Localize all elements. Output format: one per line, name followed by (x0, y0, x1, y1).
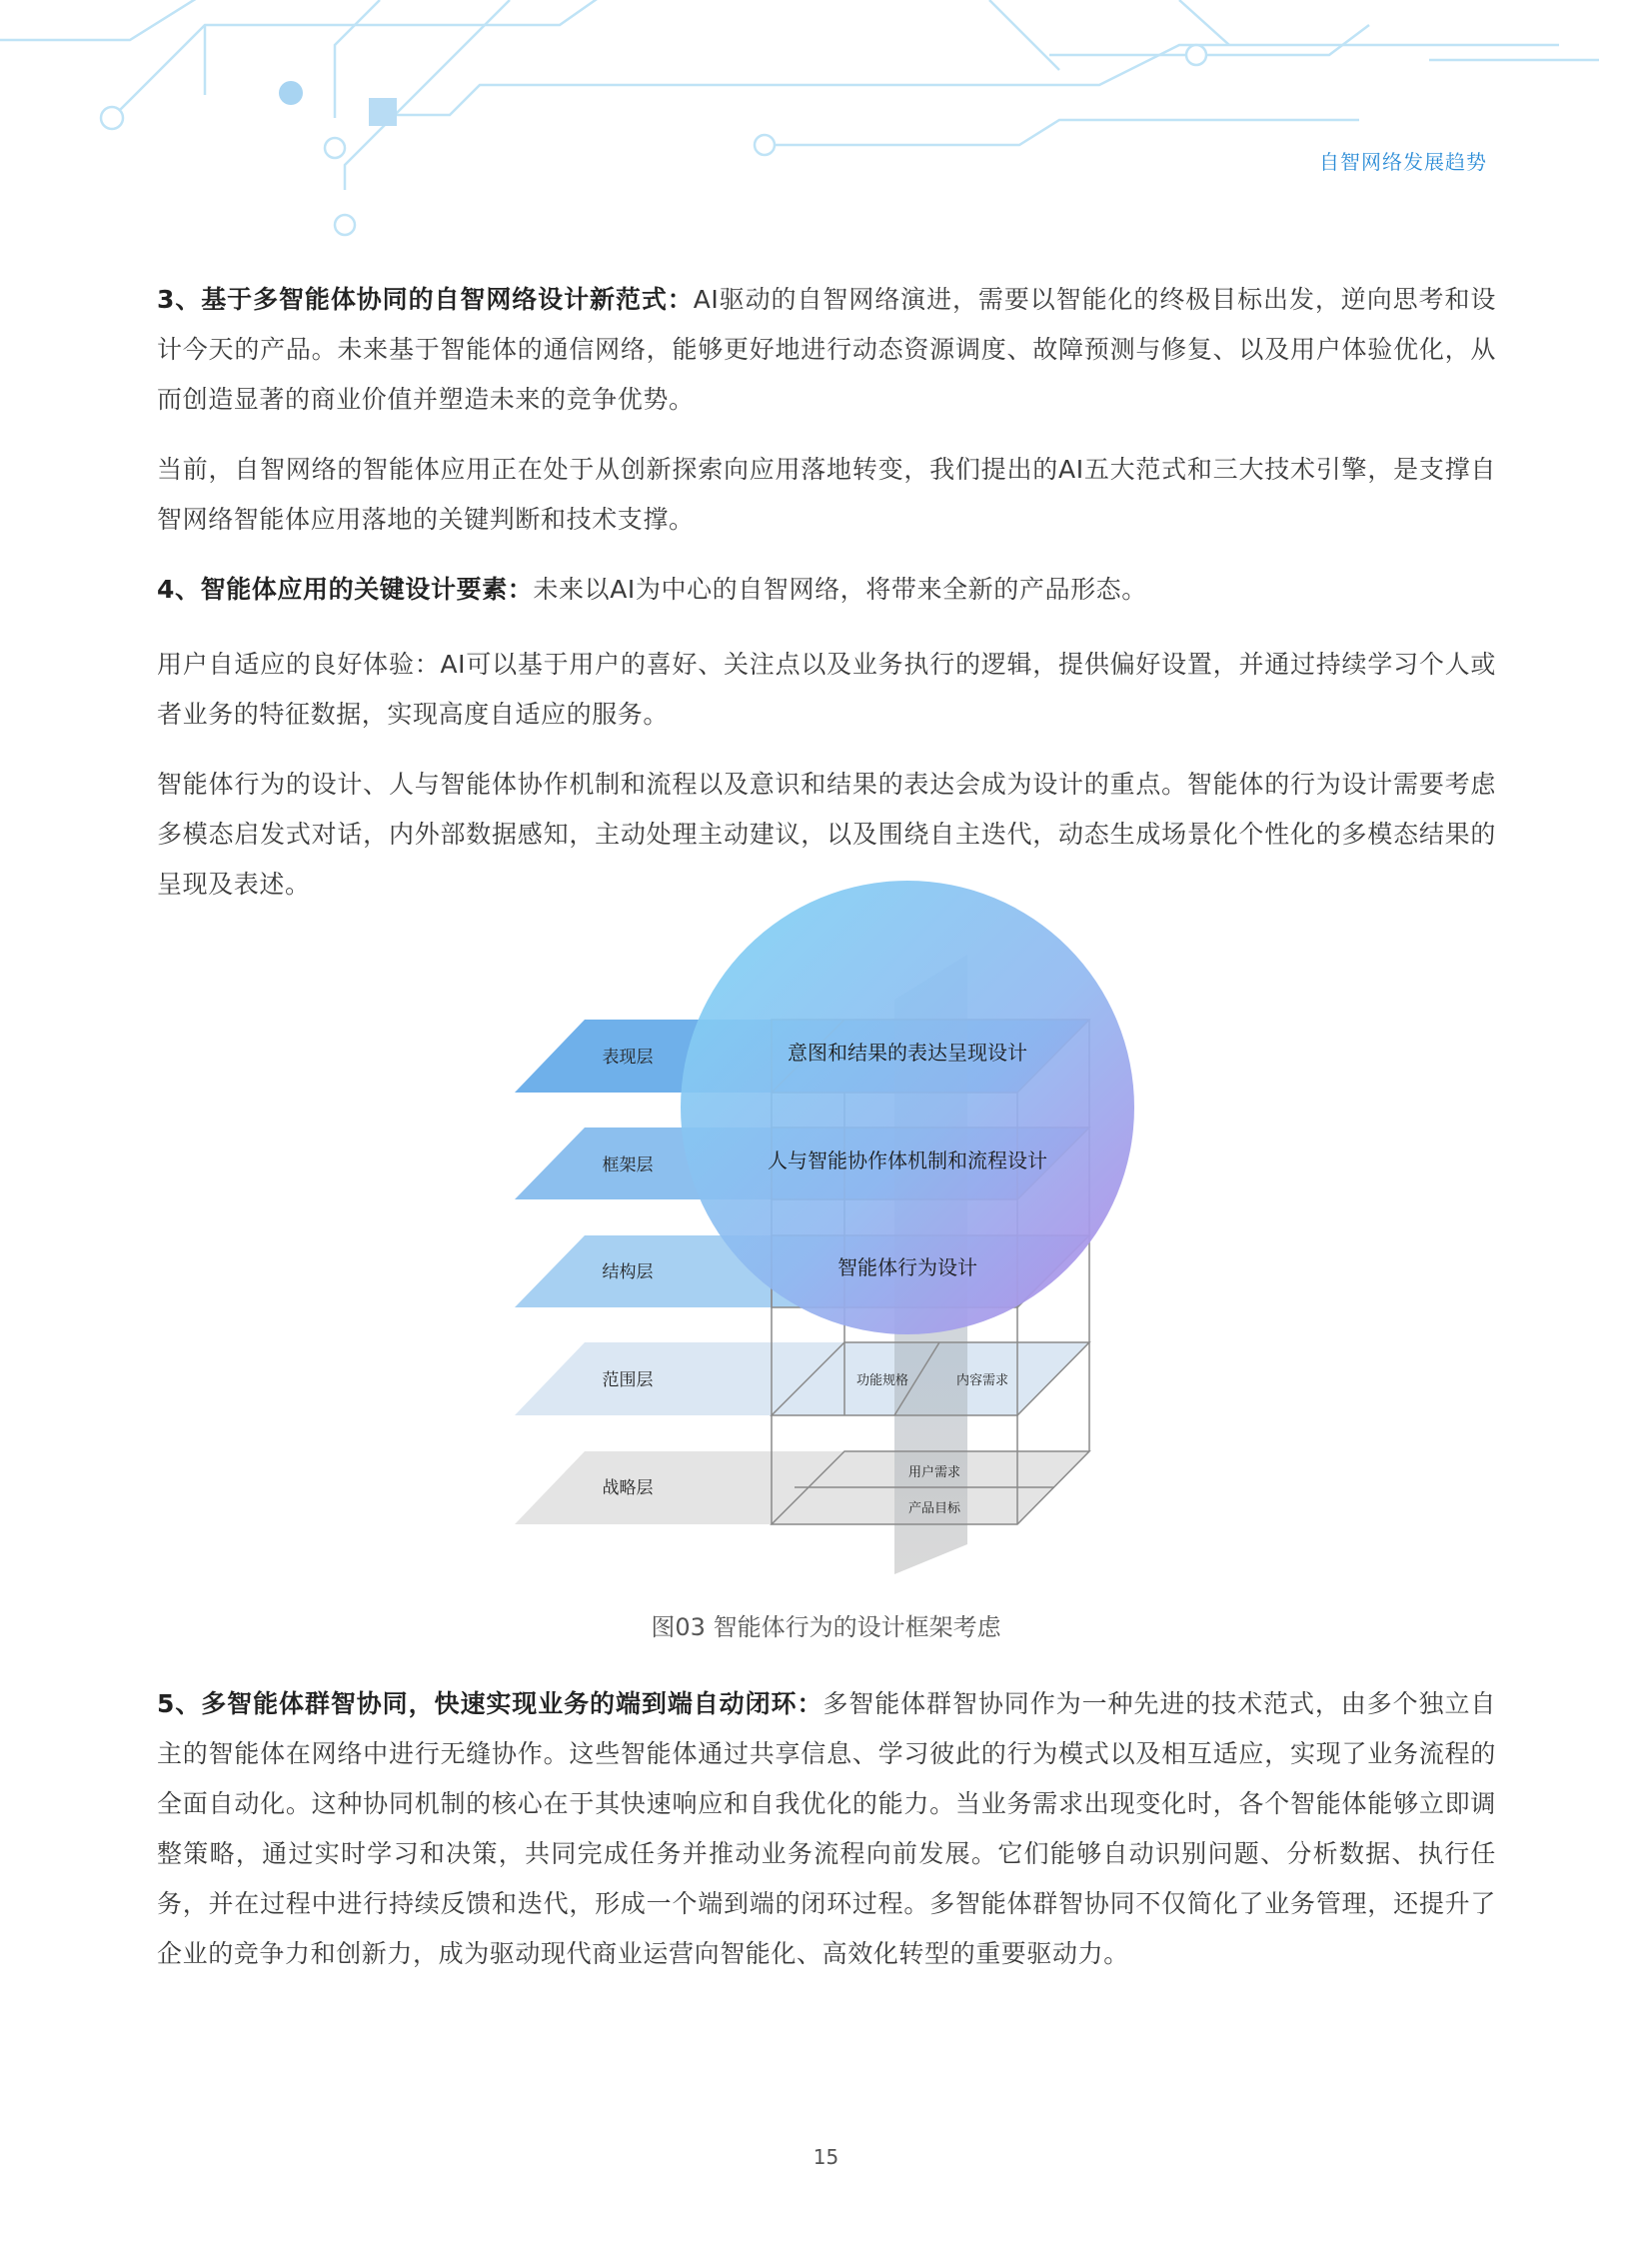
section-3-title: 3、基于多智能体协同的自智网络设计新范式 (157, 285, 668, 314)
scope-cell-function: 功能规格 (855, 1373, 909, 1388)
user-experience-block (157, 640, 1496, 740)
strategy-row-user-needs: 用户需求 (907, 1465, 961, 1480)
agent-behavior-paragraph: 智能体行为的设计、人与智能体协作机制和流程以及意识和结果的表达会成为设计的重点。智能体的行为设计需要考虑多模态启发式对话，内外部数据感知，主动处理主动建议，以及围绕自主迭代，动态生成场景化个性化的多模态结果的呈现及表述。 (157, 770, 1496, 899)
section-3-paragraph: 3、基于多智能体协同的自智网络设计新范式：AI驱动的自智网络演进，需要以智能化的终极目标出发，逆向思考和设计今天的产品。未来基于智能体的通信网络，能够更好地进行动态资源调度、故障预测与修复、以及用户体验优化，从而创造显著的商业价值并塑造未来的竞争优势。 (157, 285, 1496, 414)
section-5 (157, 1679, 1496, 1979)
section-5-body: 多智能体群智协同作为一种先进的技术范式，由多个独立自主的智能体在网络中进行无缝协作。这些智能体通过共享信息、学习彼此的行为模式以及相互适应，实现了业务流程的全面自动化。这种协同机制的核心在于其快速响应和自我优化的能力。当业务需求出现变化时，各个智能体能够立即调整策略，通过实时学习和决策，共同完成任务并推动业务流程向前发展。它们能够自动识别问题、分析数据、执行任务，并在过程中进行持续反馈和迭代，形成一个端到端的闭环过程。多智能体群智协同不仅简化了业务管理，还提升了企业的竞争力和创新力，成为驱动现代商业运营向智能化、高效化转型的重要驱动力。 (157, 1689, 1496, 1968)
circuit-decoration (0, 0, 1652, 240)
section-4-body: 未来以AI为中心的自智网络，将带来全新的产品形态。 (533, 575, 1147, 604)
plane-text-framework: 人与智能协作体机制和流程设计 (768, 1148, 1047, 1172)
scope-cell-content: 内容需求 (955, 1373, 1009, 1388)
section-4-paragraph: 4、智能体应用的关键设计要素：未来以AI为中心的自智网络，将带来全新的产品形态。 (157, 575, 1147, 604)
section-5-title: 5、多智能体群智协同，快速实现业务的端到端自动闭环 (157, 1689, 798, 1718)
strategy-row-product-goals: 产品目标 (907, 1501, 961, 1516)
header-title: 自智网络发展趋势 (1319, 150, 1487, 174)
layer-label-scope: 范围层 (602, 1370, 654, 1390)
section-5-paragraph: 5、多智能体群智协同，快速实现业务的端到端自动闭环：多智能体群智协同作为一种先进的技术范式，由多个独立自主的智能体在网络中进行无缝协作。这些智能体通过共享信息、学习彼此的行为模式以及相互适应，实现了业务流程的全面自动化。这种协同机制的核心在于其快速响应和自我优化的能力。当业务需求出现变化时，各个智能体能够立即调整策略，通过实时学习和决策，共同完成任务并推动业务流程向前发展。它们能够自动识别问题、分析数据、执行任务，并在过程中进行持续反馈和迭代，形成一个端到端的闭环过程。多智能体群智协同不仅简化了业务管理，还提升了企业的竞争力和创新力，成为驱动现代商业运营向智能化、高效化转型的重要驱动力。 (157, 1689, 1496, 1968)
framework-diagram (0, 880, 1652, 1599)
layer-label-presentation: 表现层 (602, 1048, 654, 1068)
section-3-body: AI驱动的自智网络演进，需要以智能化的终极目标出发，逆向思考和设计今天的产品。未来基于智能体的通信网络，能够更好地进行动态资源调度、故障预测与修复、以及用户体验优化，从而创造显著的商业价值并塑造未来的竞争优势。 (157, 285, 1496, 414)
layer-label-structure: 结构层 (602, 1262, 654, 1282)
section-3 (157, 275, 1496, 425)
current-paragraph-block (157, 445, 1496, 545)
layer-label-strategy: 战略层 (602, 1478, 654, 1498)
figure-caption: 图03 智能体行为的设计框架考虑 (651, 1613, 1001, 1641)
page-number: 15 (813, 2145, 839, 2169)
section-4 (157, 565, 1496, 615)
current-paragraph: 当前，自智网络的智能体应用正在处于从创新探索向应用落地转变，我们提出的AI五大范式和三大技术引擎，是支撑自智网络智能体应用落地的关键判断和技术支撑。 (157, 455, 1496, 534)
layer-label-framework: 框架层 (602, 1155, 654, 1175)
user-experience-paragraph: 用户自适应的良好体验：AI可以基于用户的喜好、关注点以及业务执行的逻辑，提供偏好设置，并通过持续学习个人或者业务的特征数据，实现高度自适应的服务。 (157, 650, 1496, 729)
plane-text-presentation: 意图和结果的表达呈现设计 (788, 1041, 1027, 1065)
section-4-title: 4、智能体应用的关键设计要素 (157, 575, 508, 604)
plane-text-structure: 智能体行为设计 (837, 1255, 977, 1279)
